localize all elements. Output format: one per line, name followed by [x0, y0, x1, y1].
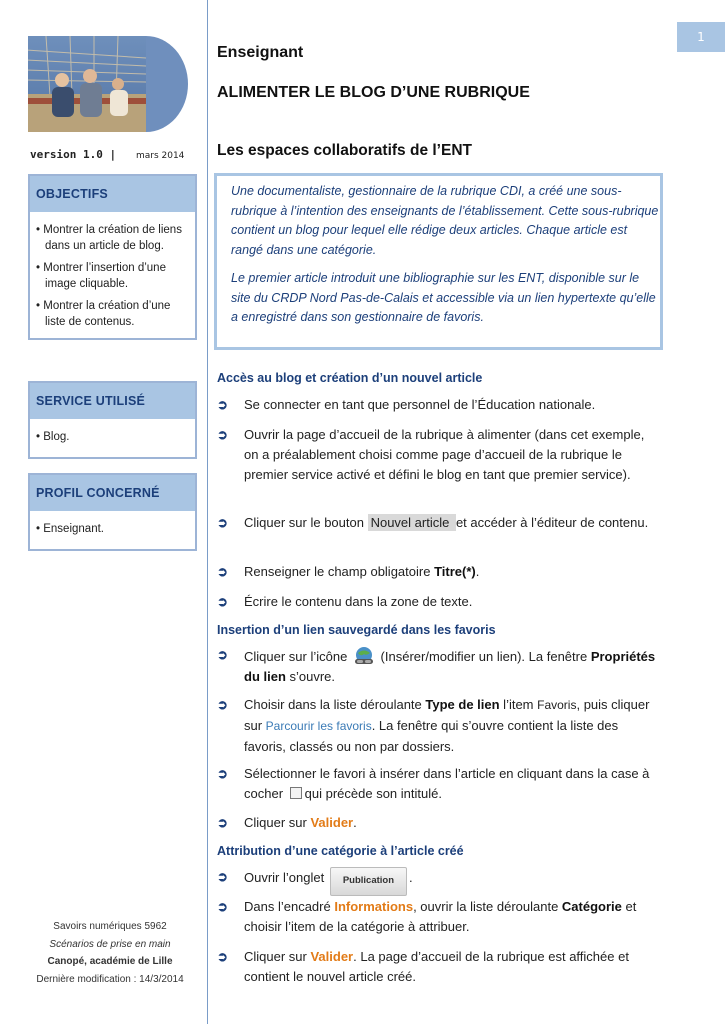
step-text	[217, 867, 657, 896]
step-text	[217, 645, 657, 687]
step-text-part: Cliquer sur	[244, 949, 311, 964]
footer-line: Canopé, académie de Lille	[47, 956, 173, 967]
section-heading: Insertion d’un lien sauvegardé dans les favoris	[217, 623, 496, 637]
section-heading: Accès au blog et création d’un nouvel article	[217, 371, 483, 385]
step-text-part: l’item	[499, 697, 538, 712]
step-text	[217, 813, 657, 833]
intro-paragraph: Une documentaliste, gestionnaire de la rubrique CDI, a créé une sous-rubrique à l’intention des enseignants de l’établissement. Cette sous-rubrique contient un blog pour lequel elle rédige deux articles. Chaque article est rangé dans une catégorie.	[231, 184, 659, 257]
step-text-part: Sélectionner le favori à insérer dans l’article en cliquant dans la case à cocher	[244, 766, 650, 801]
step-item	[217, 513, 657, 533]
step-text	[217, 562, 657, 582]
arrow-right-icon: ➲	[217, 815, 228, 830]
step-text-part: .	[409, 870, 413, 885]
informations-panel-name: Informations	[334, 899, 414, 914]
column-divider	[207, 0, 208, 1024]
step-item	[217, 813, 657, 833]
step-text	[217, 897, 657, 937]
version-label: version 1.0 |	[30, 148, 117, 161]
step-item	[217, 764, 657, 804]
step-text-part: Choisir dans la liste déroulante	[244, 697, 426, 712]
step-item	[217, 395, 657, 415]
arrow-right-icon: ➲	[217, 564, 228, 579]
objectifs-box	[28, 174, 197, 340]
arrow-right-icon: ➲	[217, 899, 228, 914]
list-item: • Blog.	[36, 429, 189, 445]
field-name: Titre(*)	[434, 564, 476, 579]
step-text-part: qui précède son intitulé.	[304, 785, 442, 801]
step-text-part: .	[475, 564, 480, 579]
service-title: SERVICE UTILISÉ	[30, 383, 195, 419]
valider-button[interactable]: Valider	[310, 815, 354, 830]
step-item	[217, 695, 657, 756]
arrow-right-icon: ➲	[217, 397, 228, 412]
objectifs-list	[30, 212, 195, 338]
step-text-part: et choisir l’item de la catégorie à attribuer.	[244, 899, 637, 934]
intro-box	[214, 173, 663, 350]
list-item: • Montrer la création d’une liste de contenus.	[36, 298, 189, 330]
arrow-right-icon: ➲	[217, 949, 228, 964]
step-text: Écrire le contenu dans la zone de texte.	[244, 594, 473, 609]
page-number: 1	[677, 22, 725, 52]
arrow-right-icon: ➲	[217, 427, 228, 442]
step-text-part: Cliquer sur l’icône	[244, 649, 351, 664]
step-text-part: Dans l’encadré	[244, 899, 335, 914]
version-info	[30, 148, 184, 161]
intro-paragraph: Le premier article introduit une bibliographie sur les ENT, disponible sur le site du CRDP Nord Pas-de-Calais et accessible via un lien hypertexte qu’elle a enregistré dans son gestionnaire de favoris.	[231, 271, 656, 324]
page-subtitle: Les espaces collaboratifs de l’ENT	[217, 142, 472, 159]
step-text-part: . La fenêtre qui s’ouvre contient la liste des favoris, classés ou non par dossiers.	[244, 717, 619, 754]
step-item	[217, 562, 657, 582]
footer-line: Dernière modification : 14/3/2014	[36, 973, 184, 985]
step-text: Ouvrir la page d’accueil de la rubrique à alimenter (dans cet exemple, on a préalablement choisi comme page d’accueil de la rubrique le premier service activé et défini le blog en tant que premier service).	[244, 427, 645, 482]
step-item	[217, 645, 657, 687]
list-item: • Montrer l’insertion d’une image cliquable.	[36, 260, 189, 292]
step-text	[217, 764, 657, 804]
step-text-part: , ouvrir la liste déroulante	[413, 899, 562, 914]
step-text-part: et accéder à l’éditeur de contenu.	[455, 515, 649, 530]
step-item	[217, 592, 657, 612]
valider-button[interactable]: Valider	[310, 949, 354, 964]
step-text-part: . La page d’accueil de la rubrique est affichée et contient le nouvel article créé.	[244, 949, 629, 984]
step-text	[217, 695, 657, 756]
footer-line: Scénarios de prise en main	[49, 938, 171, 950]
step-text: Se connecter en tant que personnel de l’Éducation nationale.	[244, 397, 596, 412]
footer	[20, 918, 200, 988]
step-text-part: , puis cliquer sur	[244, 697, 650, 733]
step-text-part: Cliquer sur	[244, 815, 311, 830]
insert-link-icon[interactable]	[353, 645, 375, 667]
step-text-part: Cliquer sur le bouton	[244, 515, 368, 530]
service-box	[28, 381, 197, 459]
profil-list	[30, 511, 195, 549]
step-item	[217, 425, 657, 484]
arrow-right-icon: ➲	[217, 869, 228, 884]
list-item: • Enseignant.	[36, 521, 189, 537]
version-date: mars 2014	[135, 151, 185, 161]
step-text-part: .	[353, 815, 357, 830]
section-heading: Attribution d’une catégorie à l’article créé	[217, 844, 464, 858]
step-item	[217, 947, 657, 987]
list-item: • Montrer la création de liens dans un article de blog.	[36, 222, 189, 254]
header-photo	[26, 36, 188, 132]
page-title: ALIMENTER LE BLOG D’UNE RUBRIQUE	[217, 84, 530, 101]
publication-tab[interactable]: Publication	[330, 867, 407, 896]
field-name: Catégorie	[561, 899, 622, 914]
step-item	[217, 867, 657, 896]
step-text	[217, 947, 657, 987]
objectifs-title: OBJECTIFS	[30, 176, 195, 212]
step-text-part: Ouvrir l’onglet	[244, 870, 328, 885]
window-name: Propriétés du lien	[244, 649, 656, 684]
field-name: Type de lien	[425, 697, 500, 712]
step-item	[217, 897, 657, 937]
parcourir-favoris-link[interactable]: Parcourir les favoris	[265, 718, 372, 733]
step-text	[217, 513, 657, 533]
arrow-right-icon: ➲	[217, 594, 228, 609]
arrow-right-icon: ➲	[217, 766, 228, 781]
arrow-right-icon: ➲	[217, 697, 228, 712]
arrow-right-icon: ➲	[217, 647, 228, 662]
step-text-part: Renseigner le champ obligatoire	[244, 564, 435, 579]
checkbox-icon[interactable]	[290, 787, 302, 799]
step-text-part: (Insérer/modifier un lien). La fenêtre	[376, 649, 591, 664]
step-text-part: s’ouvre.	[285, 669, 336, 684]
service-list	[30, 419, 195, 457]
page-role: Enseignant	[217, 44, 304, 61]
arrow-right-icon: ➲	[217, 515, 228, 530]
nouvel-article-button[interactable]: Nouvel article	[368, 514, 456, 531]
profil-box	[28, 473, 197, 551]
profil-title: PROFIL CONCERNÉ	[30, 475, 195, 511]
footer-line: Savoirs numériques 5962	[53, 921, 167, 932]
option-name: Favoris	[537, 698, 577, 712]
